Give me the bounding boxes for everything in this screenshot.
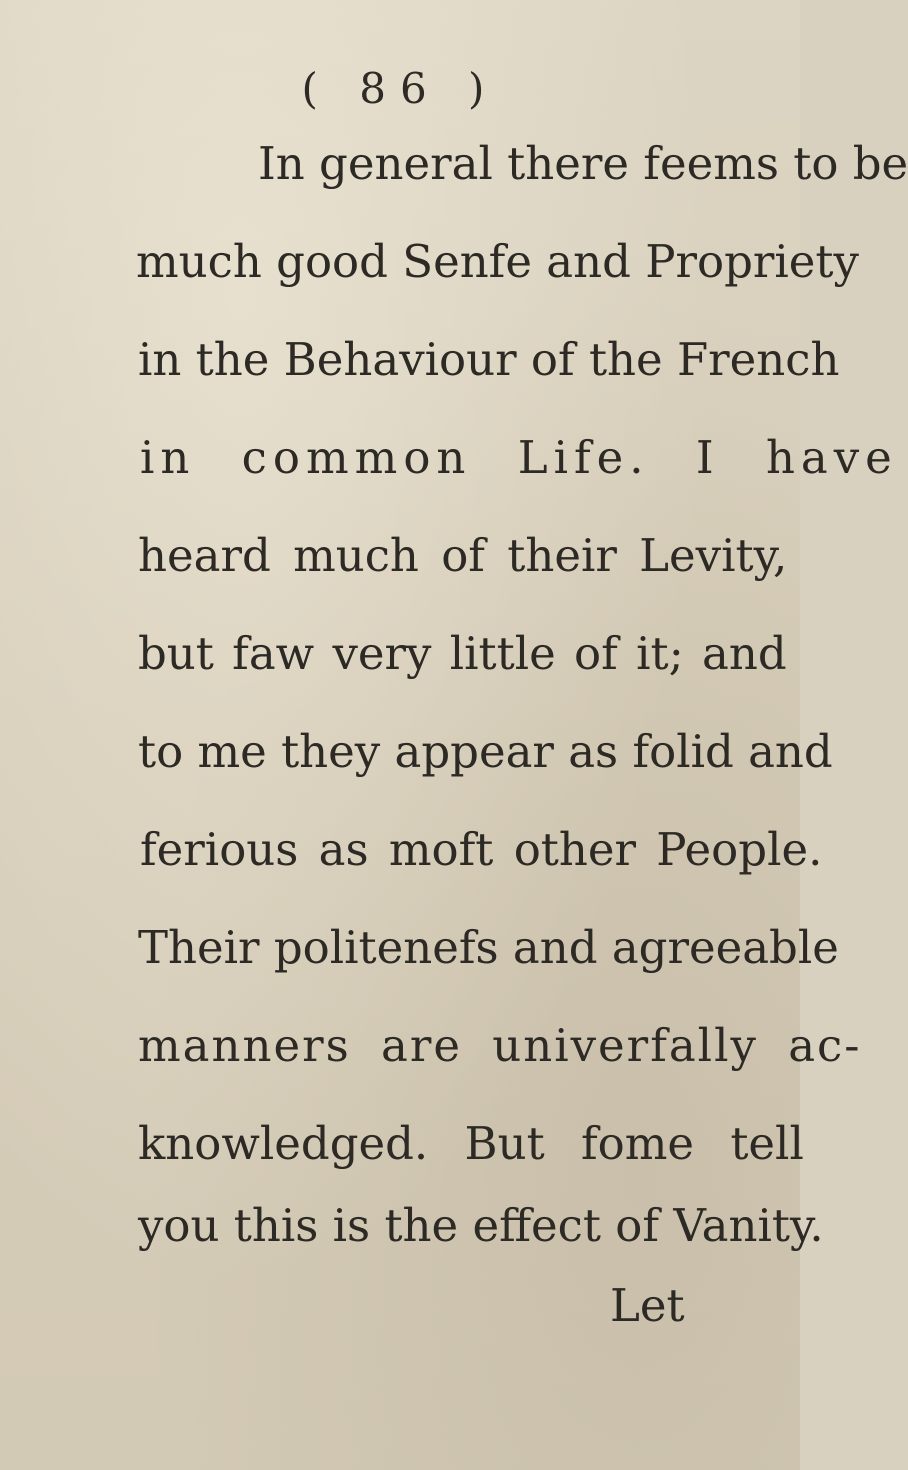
text-line-3: in the Behaviour of the French — [138, 333, 840, 386]
text-line-7: to me they appear as folid and — [138, 725, 833, 778]
text-line-5: heard much of their Levity, — [138, 529, 788, 582]
text-line-6: but faw very little of it; and — [138, 627, 787, 680]
text-line-1: In general there feems to be — [258, 137, 908, 190]
text-line-11: knowledged. But fome tell — [138, 1117, 804, 1170]
text-line-9: Their politenefs and agreeable — [138, 921, 839, 974]
page-number: ( 86 ) — [301, 64, 499, 113]
catchword: Let — [610, 1279, 685, 1332]
text-line-2: much good Senfe and Propriety — [136, 235, 859, 288]
text-line-4: in common Life. I have — [140, 431, 898, 484]
text-line-10: manners are univerfally ac- — [138, 1019, 862, 1072]
text-line-8: ferious as moft other People. — [140, 823, 823, 876]
text-line-12: you this is the effect of Vanity. — [138, 1199, 824, 1252]
